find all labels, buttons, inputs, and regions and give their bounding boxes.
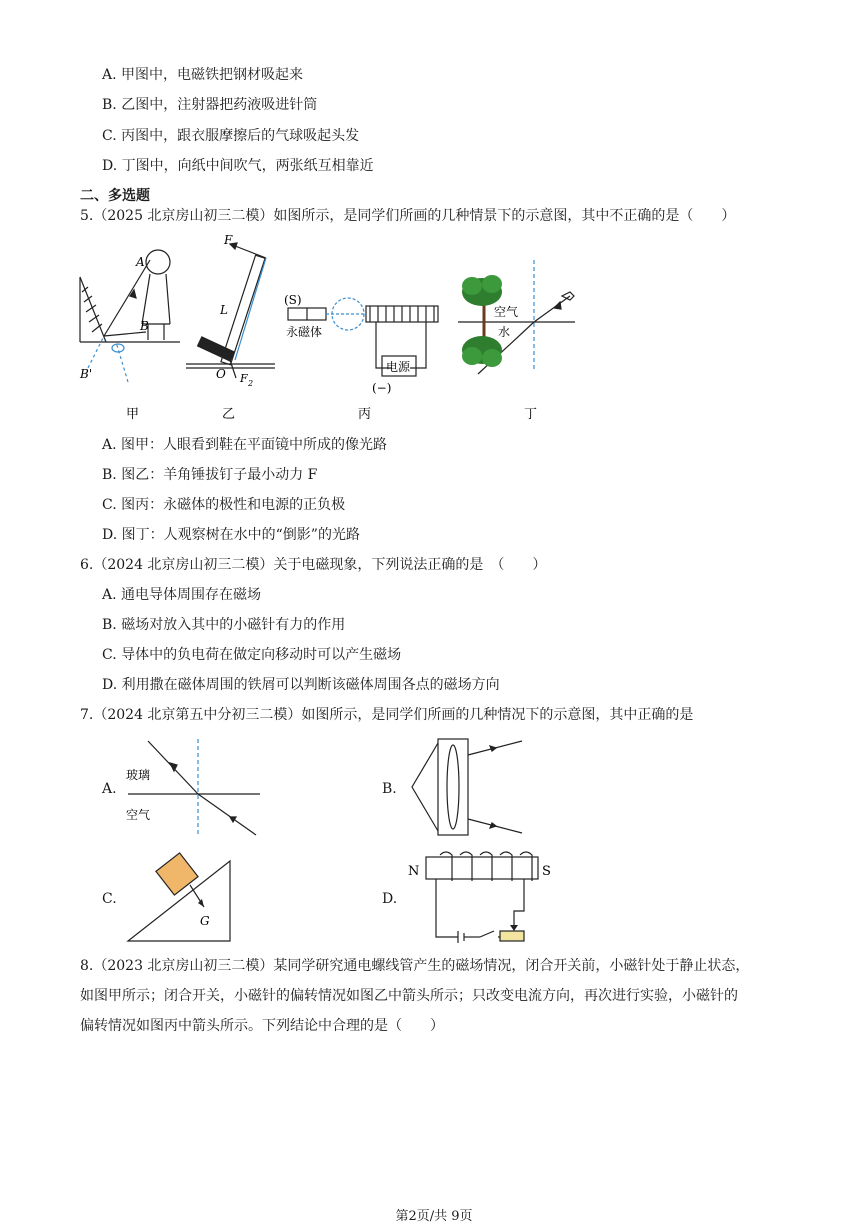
label-f2-sub: 2: [248, 379, 254, 388]
caption-ding: 丁: [524, 407, 538, 422]
caption-bing: 丙: [358, 407, 372, 422]
q7-fig-d: [426, 852, 538, 943]
q8-line-3: 偏转情况如图丙中箭头所示。下列结论中合理的是（ ）: [80, 1018, 444, 1034]
q5-option-d: D. 图丁：人观察树在水中的“倒影”的光路: [102, 527, 360, 543]
q4-option-c: C. 丙图中，跟衣服摩擦后的气球吸起头发: [102, 128, 360, 144]
q7-fig-b: [412, 739, 522, 835]
label-o: O: [216, 367, 226, 381]
q7-figure: [118, 735, 551, 947]
q7-air: 空气: [126, 808, 151, 822]
q7-label-g: G: [200, 914, 210, 928]
label-power: 电源: [386, 360, 411, 374]
label-minus: (−): [372, 381, 392, 395]
section-title: 二、多选题: [80, 188, 150, 204]
q8-line-1: 8.（2023 北京房山初三二模）某同学研究通电螺线管产生的磁场情况，闭合开关前，小磁针处于静止状态，: [80, 958, 750, 974]
q7-stem: 7.（2024 北京第五中分初三二模）如图所示，是同学们所画的几种情况下的示意图，其中正确的是: [80, 707, 694, 723]
page-footer: 第2页/共 9页: [395, 1209, 473, 1224]
label-bp: B': [80, 367, 93, 381]
label-magnet: 永磁体: [286, 325, 323, 339]
q7-label-c: C.: [102, 891, 117, 907]
q4-option-b: B. 乙图中，注射器把药液吸进针筒: [102, 97, 318, 113]
q7-glass: 玻璃: [126, 768, 151, 782]
q6-option-c: C. 导体中的负电荷在做定向移动时可以产生磁场: [102, 647, 402, 663]
q7-label-b: B.: [382, 781, 397, 797]
q6-option-a: A. 通电导体周围存在磁场: [102, 587, 262, 603]
label-f2: F: [240, 372, 248, 385]
q5-option-c: C. 图丙：永磁体的极性和电源的正负极: [102, 497, 346, 513]
q7-label-d: D.: [382, 891, 398, 907]
q8-line-2: 如图甲所示；闭合开关，小磁针的偏转情况如图乙中箭头所示；只改变电流方向，再次进行实验，小磁针的: [80, 988, 738, 1004]
q6-option-d: D. 利用撒在磁体周围的铁屑可以判断该磁体周围各点的磁场方向: [102, 677, 500, 693]
q7-label-s: S: [542, 864, 551, 879]
fig-yi: [186, 243, 275, 378]
q4-option-d: D. 丁图中，向纸中间吹气，两张纸互相靠近: [102, 158, 374, 174]
q5-stem: 5.（2025 北京房山初三二模）如图所示，是同学们所画的几种情景下的示意图，其中不正确的是（ ）: [80, 208, 736, 224]
q6-option-b: B. 磁场对放入其中的小磁针有力的作用: [102, 617, 346, 633]
label-s: (S): [284, 293, 302, 307]
caption-jia: 甲: [126, 407, 140, 422]
q7-label-n: N: [408, 864, 420, 879]
label-l: L: [220, 303, 228, 317]
caption-yi: 乙: [222, 407, 236, 422]
label-air: 空气: [494, 305, 519, 319]
q7-label-a: A.: [102, 781, 117, 797]
q7-fig-a: [128, 739, 260, 837]
q5-option-b: B. 图乙：羊角锤拔钉子最小动力 F: [102, 467, 318, 483]
label-water: 水: [498, 325, 511, 339]
q6-stem: 6.（2024 北京房山初三二模）关于电磁现象，下列说法正确的是 （ ）: [80, 557, 547, 573]
q5-option-a: A. 图甲：人眼看到鞋在平面镜中所成的像光路: [102, 437, 388, 453]
label-a: A: [136, 255, 145, 269]
q5-figure: [70, 232, 600, 432]
fig-jia: [80, 250, 180, 382]
label-b: B: [140, 319, 149, 333]
q4-option-a: A. 甲图中，电磁铁把钢材吸起来: [102, 67, 304, 83]
label-f: F: [224, 233, 233, 247]
